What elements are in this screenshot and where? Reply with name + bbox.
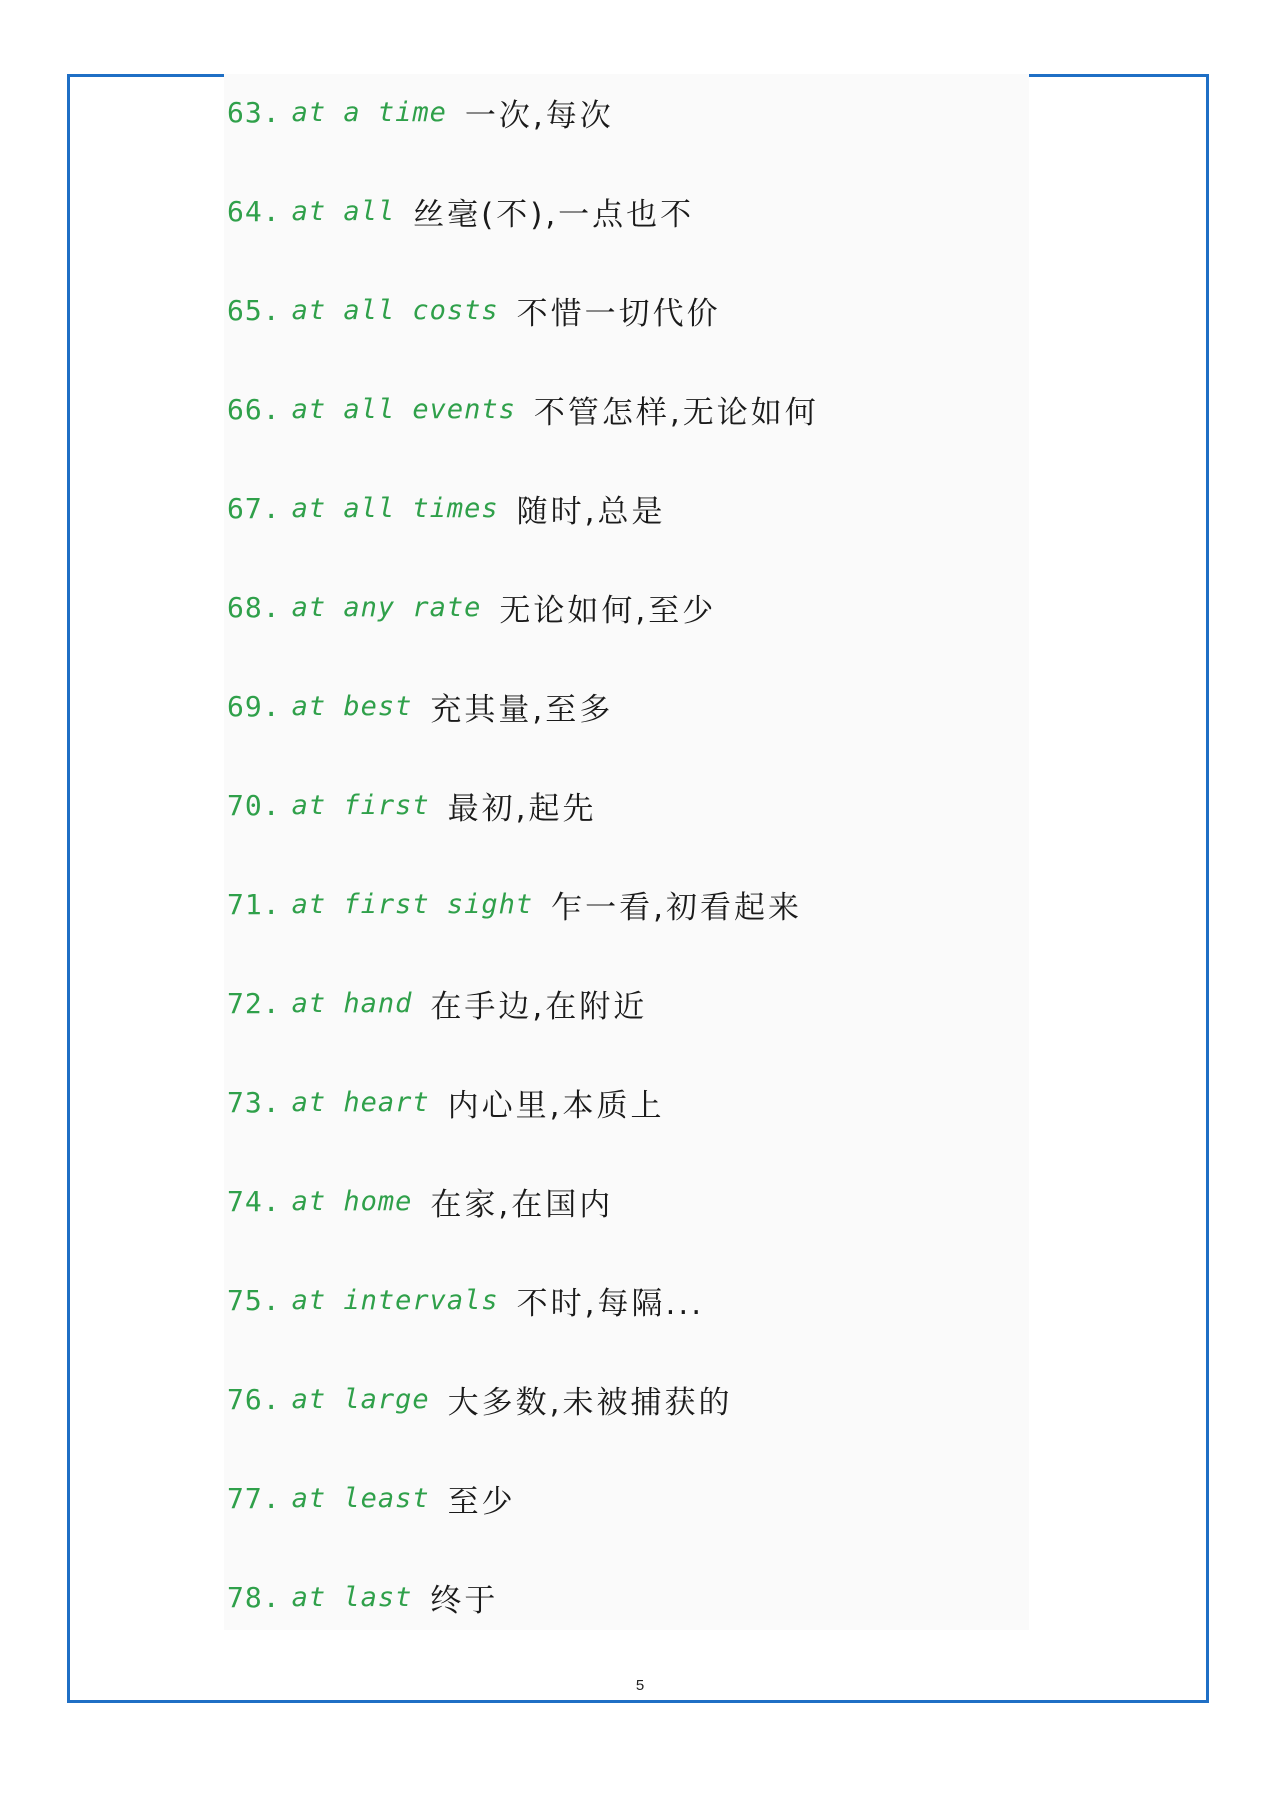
entry-meaning: 充其量,至多 [430,691,614,728]
entry-number: 74 [227,1184,263,1218]
entry-71 [227,879,802,929]
entry-phrase: at first sight [291,888,534,920]
entry-number: 68 [227,590,263,624]
entry-phrase: at large [291,1383,430,1415]
entry-number: 73 [227,1085,263,1119]
entry-number: 69 [227,689,263,723]
entry-separator: . [262,392,280,426]
entry-meaning: 在手边,在附近 [430,988,648,1025]
entry-separator: . [262,491,280,525]
entry-77 [227,1473,516,1523]
entry-69 [227,681,613,731]
entry-meaning: 终于 [430,1582,499,1619]
entry-number: 77 [227,1481,263,1515]
entry-number: 66 [227,392,263,426]
entry-meaning: 乍一看,初看起来 [551,889,803,926]
entry-phrase: at last [291,1581,413,1613]
entry-phrase: at heart [291,1086,430,1118]
entry-64 [227,186,694,236]
entry-phrase: at a time [291,96,447,128]
entry-phrase: at least [291,1482,430,1514]
entry-meaning: 至少 [447,1483,516,1520]
entry-72 [227,978,647,1028]
entry-number: 72 [227,986,263,1020]
entry-separator: . [262,95,280,129]
entry-separator: . [262,887,280,921]
entry-separator: . [262,1580,280,1614]
entry-70 [227,780,596,830]
entry-75 [227,1275,704,1325]
entry-number: 75 [227,1283,263,1317]
entry-meaning: 最初,起先 [447,790,597,827]
entry-phrase: at best [291,690,413,722]
entry-separator: . [262,590,280,624]
entry-65 [227,285,721,335]
entry-number: 65 [227,293,263,327]
entry-number: 76 [227,1382,263,1416]
entry-separator: . [262,293,280,327]
entry-meaning: 无论如何,至少 [499,592,717,629]
entry-phrase: at first [291,789,430,821]
entry-meaning: 随时,总是 [516,493,666,530]
entry-number: 78 [227,1580,263,1614]
entry-number: 71 [227,887,263,921]
entry-phrase: at any rate [291,591,482,623]
entry-meaning: 内心里,本质上 [447,1087,665,1124]
entry-number: 64 [227,194,263,228]
entry-separator: . [262,1184,280,1218]
entry-separator: . [262,1382,280,1416]
entry-74 [227,1176,613,1226]
entry-78 [227,1572,498,1622]
entry-66 [227,384,819,434]
entry-phrase: at all [291,195,396,227]
entry-number: 67 [227,491,263,525]
entry-phrase: at all times [291,492,499,524]
entry-73 [227,1077,664,1127]
entry-phrase: at hand [291,987,413,1019]
entry-meaning: 在家,在国内 [430,1186,614,1223]
entry-separator: . [262,194,280,228]
entry-separator: . [262,1085,280,1119]
entry-separator: . [262,1481,280,1515]
entry-separator: . [262,788,280,822]
entry-meaning: 一次,每次 [464,97,614,134]
entry-separator: . [262,986,280,1020]
entry-meaning: 不惜一切代价 [516,295,721,332]
entry-meaning: 不时,每隔... [516,1285,705,1322]
entry-meaning: 大多数,未被捕获的 [447,1384,733,1421]
entry-phrase: at all costs [291,294,499,326]
entry-meaning: 不管怎样,无论如何 [533,394,819,431]
entry-number: 70 [227,788,263,822]
entry-separator: . [262,689,280,723]
entry-phrase: at intervals [291,1284,499,1316]
entry-68 [227,582,716,632]
entry-number: 63 [227,95,263,129]
entry-phrase: at all events [291,393,516,425]
entry-meaning: 丝毫(不),一点也不 [413,196,695,233]
entry-67 [227,483,666,533]
page-number: 5 [635,1677,645,1694]
entry-phrase: at home [291,1185,413,1217]
entry-76 [227,1374,732,1424]
entry-separator: . [262,1283,280,1317]
entry-63 [227,87,614,137]
